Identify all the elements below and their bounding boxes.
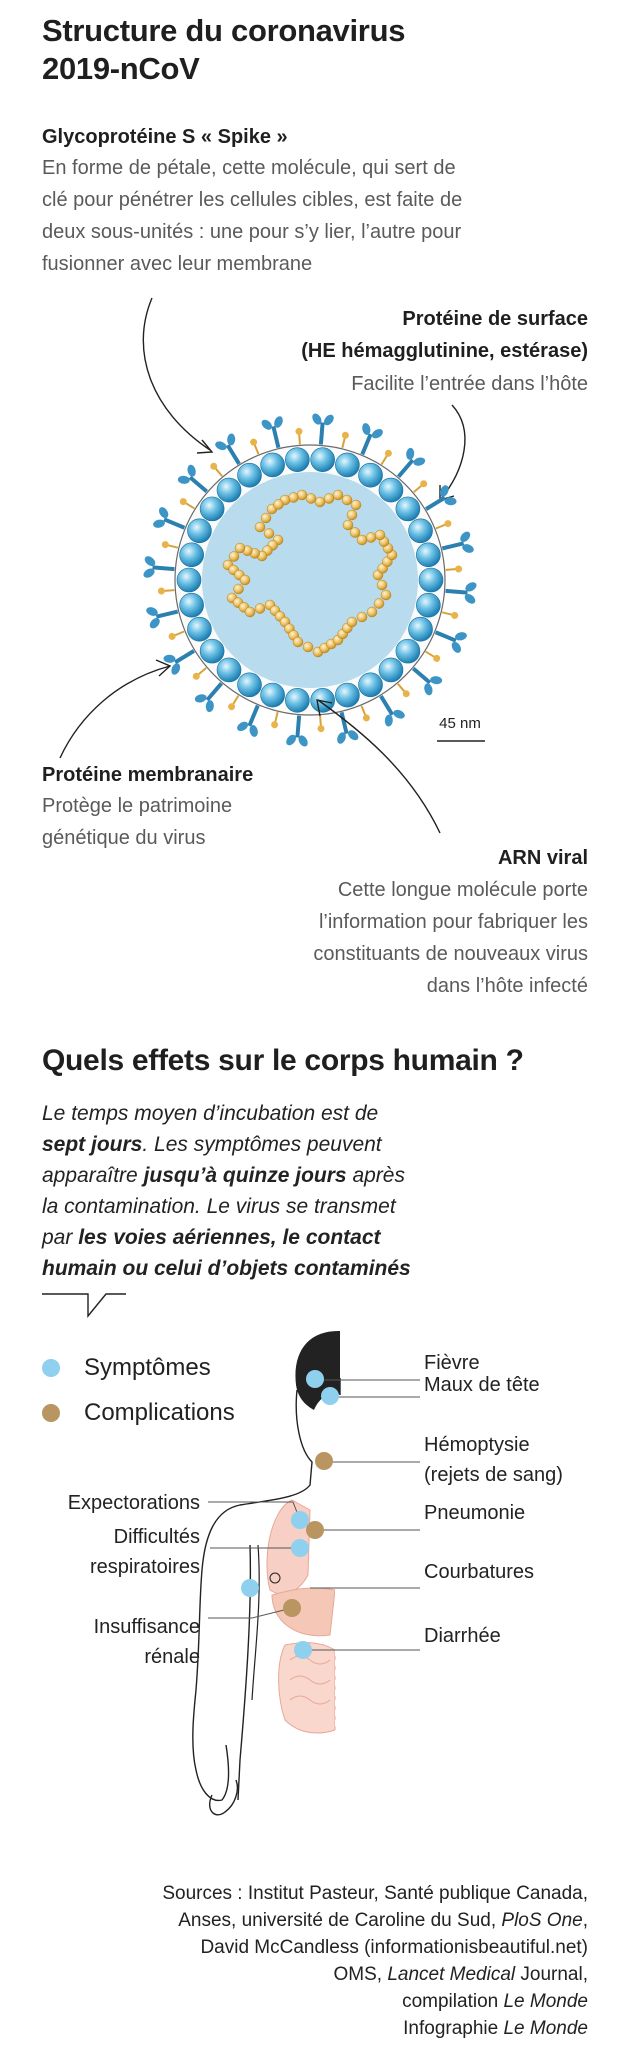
- spike-lobe: [392, 708, 406, 720]
- rna-label: ARN viral: [497, 847, 588, 869]
- spike-stem: [164, 519, 184, 527]
- intro-text: apparaître: [42, 1164, 144, 1187]
- sources-italic: PloS One: [501, 1910, 583, 1931]
- rna-bead: [343, 520, 353, 530]
- rna-bead: [274, 500, 284, 510]
- membrane-protein-label: Protéine membranaire: [42, 764, 254, 786]
- rna-bead: [381, 590, 391, 600]
- spike-stem: [297, 716, 299, 738]
- surface-protein-stem: [168, 545, 178, 547]
- intro-line: [42, 1222, 562, 1253]
- membrane-protein: [238, 673, 262, 697]
- surface-protein-stem: [361, 706, 365, 715]
- surface-protein-head: [227, 702, 237, 712]
- spike-stem: [446, 591, 468, 593]
- spike-stem: [362, 434, 370, 454]
- spike-stem: [153, 567, 175, 569]
- label-hemoptysie: [424, 1432, 563, 1488]
- surface-protein-head: [168, 632, 177, 641]
- surface-protein-head: [341, 431, 349, 439]
- surface-protein-head: [158, 587, 165, 594]
- sources-italic: Lancet Medical: [387, 1964, 516, 1985]
- rna-bead: [229, 552, 239, 562]
- spike-arrow: [143, 298, 210, 450]
- sources-italic: Le Monde: [503, 2018, 588, 2039]
- label-difficultes-respiratoires: [90, 1524, 200, 1580]
- dot-pneumonie: [306, 1521, 324, 1539]
- surface-protein-description: Facilite l’entrée dans l’hôte: [351, 373, 588, 395]
- spike-lobe: [152, 519, 165, 529]
- rna-text-line: constituants de nouveaux virus: [313, 943, 588, 965]
- intro-line: [42, 1253, 562, 1284]
- surface-protein: [358, 705, 371, 723]
- spike-text-line: clé pour pénétrer les cellules cibles, est faite de: [42, 189, 463, 211]
- rna-bead: [377, 580, 387, 590]
- scale-label: 45 nm: [439, 715, 481, 732]
- surface-protein-head: [270, 720, 278, 728]
- membrane-protein: [261, 453, 285, 477]
- surface-protein-head: [432, 654, 442, 664]
- rna-bead: [306, 494, 316, 504]
- dot-diarrhee: [294, 1641, 312, 1659]
- membrane-protein: [335, 453, 359, 477]
- page-title: [42, 12, 405, 88]
- spike-stem: [207, 683, 221, 700]
- surface-protein-head: [295, 428, 302, 435]
- surface-protein: [249, 438, 262, 456]
- spike-lobe: [249, 724, 259, 737]
- sources-text: Journal,: [515, 1964, 588, 1985]
- intro-emphasis: sept jours: [42, 1133, 143, 1156]
- surface-protein-head: [455, 565, 462, 572]
- label-line: Hémoptysie: [424, 1434, 530, 1456]
- membrane-protein: [285, 448, 309, 472]
- surface-protein-stem: [436, 525, 445, 529]
- label-maux-de-tete: Maux de tête: [424, 1374, 540, 1396]
- rna-bead: [366, 533, 376, 543]
- intro-emphasis: les voies aériennes, le contact: [78, 1226, 381, 1249]
- surface-protein: [168, 628, 186, 641]
- rna-bead: [261, 513, 271, 523]
- intro-text: après: [346, 1164, 405, 1187]
- sources-line: [28, 2015, 588, 2042]
- membrane-protein: [396, 639, 420, 663]
- surface-protein: [295, 428, 303, 445]
- sources-text: Anses, université de Caroline du Sud,: [178, 1910, 502, 1931]
- surface-protein-stem: [426, 652, 435, 657]
- rna-description: [313, 874, 588, 1002]
- rna-bead: [375, 530, 385, 540]
- spike-lobe: [170, 662, 182, 676]
- rna-bead: [333, 490, 343, 500]
- rna-bead: [324, 494, 334, 504]
- dot-hemoptysie: [315, 1452, 333, 1470]
- label-line: (rejets de sang): [424, 1464, 563, 1486]
- membrane-protein: [335, 683, 359, 707]
- membrane-protein: [396, 497, 420, 521]
- rna-bead: [315, 497, 325, 507]
- spike-lobe: [361, 422, 371, 435]
- rna-bead: [234, 584, 244, 594]
- membrane-protein-description: [42, 790, 232, 854]
- label-fievre: Fièvre: [424, 1352, 480, 1374]
- spike-lobe: [177, 475, 190, 484]
- surface-protein-head: [178, 497, 188, 507]
- membrane-protein: [419, 568, 443, 592]
- spike-lobe: [235, 720, 249, 733]
- torso-side: [252, 1545, 259, 1700]
- spike-lobe: [458, 530, 472, 544]
- membrane-protein: [416, 593, 440, 617]
- sources-text: ,: [582, 1910, 588, 1931]
- spike-stem: [190, 477, 207, 491]
- spike: [259, 413, 291, 450]
- membrane-protein: [217, 478, 241, 502]
- surface-protein: [161, 540, 179, 551]
- rna-bead: [245, 607, 255, 617]
- surface-protein-head: [249, 438, 258, 447]
- dot-fievre: [306, 1370, 324, 1388]
- spike-label: Glycoprotéine S « Spike »: [42, 126, 288, 148]
- sources: [28, 1880, 588, 2042]
- spike-text-line: deux sous-unités : une pour s’y lier, l’autre pour: [42, 221, 462, 243]
- surface-protein: [395, 682, 411, 699]
- surface-protein-stem: [299, 434, 300, 444]
- surface-protein: [209, 461, 225, 478]
- spike-stem: [436, 632, 456, 640]
- membrane-protein: [379, 658, 403, 682]
- spike-lobe: [157, 505, 170, 519]
- surface-protein-head: [362, 713, 371, 722]
- membrane-protein: [200, 497, 224, 521]
- intro-text: par: [42, 1226, 79, 1249]
- surface-protein: [441, 609, 459, 620]
- rna-bead: [367, 607, 377, 617]
- dot-insuffisance-renale: [283, 1599, 301, 1617]
- spike-stem: [442, 543, 463, 548]
- surface-protein: [227, 694, 242, 712]
- membrane-protein: [187, 617, 211, 641]
- spike: [439, 529, 476, 561]
- surface-protein: [445, 565, 462, 573]
- spike: [284, 715, 312, 749]
- spike-lobe: [205, 700, 214, 713]
- spike-stem: [426, 498, 445, 509]
- intro-line: la contamination. Le virus se transmet: [42, 1195, 396, 1218]
- rna-bead: [357, 612, 367, 622]
- membrane-protein: [238, 463, 262, 487]
- membrane-text-line: génétique du virus: [42, 827, 206, 849]
- surface-protein-head: [161, 540, 169, 548]
- spike-stem: [156, 612, 177, 617]
- rna-text-line: Cette longue molécule porte: [337, 879, 588, 901]
- spike-lobe: [163, 654, 175, 663]
- spike-lobe: [227, 433, 236, 445]
- dot-courbatures: [241, 1579, 259, 1597]
- spike-stem: [321, 423, 323, 445]
- surface-protein: [379, 448, 394, 466]
- rna-text-line: dans l’hôte infecté: [426, 975, 588, 997]
- spike-stem: [381, 696, 392, 715]
- rna-bead: [255, 522, 265, 532]
- sources-line: David McCandless (informationisbeautiful.net): [200, 1937, 588, 1958]
- rna-bead: [350, 528, 360, 538]
- spike-text-line: fusionner avec leur membrane: [42, 253, 313, 275]
- spike-lobe: [214, 440, 228, 452]
- spike-stem: [175, 651, 194, 662]
- spike-lobe: [430, 676, 443, 685]
- surface-label-line: Protéine de surface: [402, 308, 588, 330]
- label-diarrhee: Diarrhée: [424, 1625, 501, 1647]
- sources-line: [28, 1961, 588, 1988]
- sources-text: OMS,: [333, 1964, 388, 1985]
- title-line-2: 2019-nCoV: [42, 51, 200, 86]
- dot-maux-de-tete: [321, 1387, 339, 1405]
- surface-protein-stem: [216, 469, 222, 477]
- spike-lobe: [370, 427, 384, 440]
- surface-protein-head: [384, 448, 394, 458]
- rna-bead: [374, 599, 384, 609]
- surface-protein-stem: [164, 590, 174, 591]
- rna-bead: [240, 575, 250, 585]
- sources-line: [28, 1988, 588, 2015]
- spike-stem: [273, 426, 278, 447]
- spike-lobe: [423, 682, 434, 696]
- surface-protein: [339, 431, 350, 449]
- rna-bead: [264, 529, 274, 539]
- membrane-protein: [359, 463, 383, 487]
- spike: [143, 599, 180, 631]
- surface-protein-head: [450, 611, 458, 619]
- spike: [329, 709, 361, 746]
- membrane-protein: [359, 673, 383, 697]
- label-insuffisance-renale: [94, 1614, 200, 1670]
- symptoms-legend-label: Symptômes: [84, 1354, 211, 1381]
- membrane-protein: [409, 519, 433, 543]
- dot-expectorations: [291, 1511, 309, 1529]
- sources-text: compilation: [402, 1991, 504, 2012]
- surface-protein: [424, 649, 442, 664]
- surface-protein-stem: [342, 438, 344, 448]
- spike-lobe: [412, 456, 426, 467]
- rna-bead: [347, 510, 357, 520]
- label-line: respiratoires: [89, 1556, 200, 1578]
- membrane-protein: [177, 568, 201, 592]
- rna-bead: [303, 642, 313, 652]
- spike-stem: [249, 706, 257, 726]
- surface-protein: [435, 519, 453, 532]
- spike: [445, 578, 479, 606]
- label-line: rénale: [144, 1646, 200, 1668]
- surface-protein: [178, 497, 196, 512]
- title-line-1: Structure du coronavirus: [42, 13, 406, 48]
- rna-bead: [351, 500, 361, 510]
- membrane-text-line: Protège le patrimoine: [42, 795, 233, 817]
- complications-legend-label: Complications: [84, 1399, 235, 1426]
- dot-difficultes-respiratoires: [291, 1539, 309, 1557]
- membrane-protein: [200, 639, 224, 663]
- membrane-protein: [217, 658, 241, 682]
- surface-protein-stem: [275, 712, 277, 722]
- surface-protein-stem: [442, 612, 452, 614]
- effects-title: Quels effets sur le corps humain ?: [42, 1044, 524, 1077]
- rna-bead: [342, 495, 352, 505]
- spike-stem: [228, 445, 239, 464]
- intro-line: Le temps moyen d’incubation est de: [42, 1102, 379, 1125]
- membrane-protein: [180, 543, 204, 567]
- intro-bubble-tail: [40, 1290, 130, 1320]
- membrane-protein: [187, 519, 211, 543]
- surface-protein: [158, 587, 175, 595]
- spike-text-line: En forme de pétale, cette molécule, qui sert de: [42, 157, 456, 179]
- surface-protein: [412, 479, 429, 495]
- membrane-protein: [379, 478, 403, 502]
- label-line: Difficultés: [113, 1526, 200, 1548]
- spike-lobe: [384, 714, 393, 726]
- spike-lobe: [194, 693, 208, 704]
- surface-label-line: (HE hémagglutinine, estérase): [301, 340, 588, 362]
- membrane-protein: [180, 593, 204, 617]
- rna-bead: [235, 543, 245, 553]
- surface-protein-stem: [382, 456, 387, 465]
- surface-protein: [191, 665, 208, 681]
- membrane-protein: [261, 683, 285, 707]
- surface-protein-stem: [414, 486, 422, 492]
- membrane-protein: [416, 543, 440, 567]
- liver: [272, 1588, 335, 1636]
- spike-stem: [413, 668, 430, 682]
- surface-protein-head: [443, 519, 452, 528]
- spike-lobe: [260, 418, 274, 432]
- membrane-arrow: [60, 666, 170, 758]
- surface-protein-stem: [175, 631, 184, 635]
- sources-italic: Le Monde: [503, 1991, 588, 2012]
- spike-lobe: [186, 464, 197, 478]
- surface-protein-stem: [186, 503, 195, 508]
- surface-protein: [317, 715, 325, 732]
- spike-lobe: [406, 447, 415, 460]
- membrane-protein: [311, 448, 335, 472]
- rna-bead: [293, 637, 303, 647]
- rna-bead: [255, 604, 265, 614]
- intro-line: [42, 1129, 562, 1160]
- incubation-intro: [42, 1098, 562, 1284]
- label-courbatures: Courbatures: [424, 1561, 535, 1583]
- spike-lobe: [148, 616, 162, 630]
- sources-line: Sources : Institut Pasteur, Santé publique Canada,: [162, 1883, 588, 1904]
- surface-protein: [270, 711, 281, 729]
- membrane-protein: [285, 688, 309, 712]
- intro-emphasis: jusqu’à quinze jours: [143, 1164, 347, 1187]
- surface-protein-stem: [320, 716, 321, 726]
- rna-arrow: [318, 700, 440, 833]
- surface-protein-stem: [255, 445, 259, 454]
- spike-lobe: [454, 631, 467, 641]
- surface-protein-stem: [398, 684, 404, 692]
- virus-diagram: [0, 280, 630, 840]
- membrane-protein: [409, 617, 433, 641]
- label-expectorations: Expectorations: [67, 1492, 200, 1514]
- intro-text: . Les symptômes peuvent: [142, 1133, 382, 1156]
- label-line: Insuffisance: [93, 1616, 200, 1638]
- intro-line: [42, 1160, 562, 1191]
- spike: [308, 411, 336, 445]
- sources-line: [28, 1907, 588, 1934]
- surface-protein-stem: [446, 569, 456, 570]
- spike: [141, 554, 175, 582]
- spike-lobe: [450, 640, 463, 654]
- virus-core: [202, 472, 418, 688]
- surface-protein-stem: [199, 668, 207, 674]
- sources-text: Infographie: [403, 2018, 504, 2039]
- spike-stem: [342, 712, 347, 733]
- surface-protein-stem: [233, 696, 238, 705]
- rna-bead: [357, 535, 367, 545]
- spike-stem: [398, 460, 412, 477]
- rna-text-line: l’information pour fabriquer les: [318, 911, 588, 933]
- surface-protein-head: [317, 725, 324, 732]
- spike-description: [42, 152, 582, 280]
- intro-emphasis: humain ou celui d’objets contaminés: [42, 1257, 411, 1280]
- rna-bead: [347, 617, 357, 627]
- label-pneumonie: Pneumonie: [424, 1502, 526, 1524]
